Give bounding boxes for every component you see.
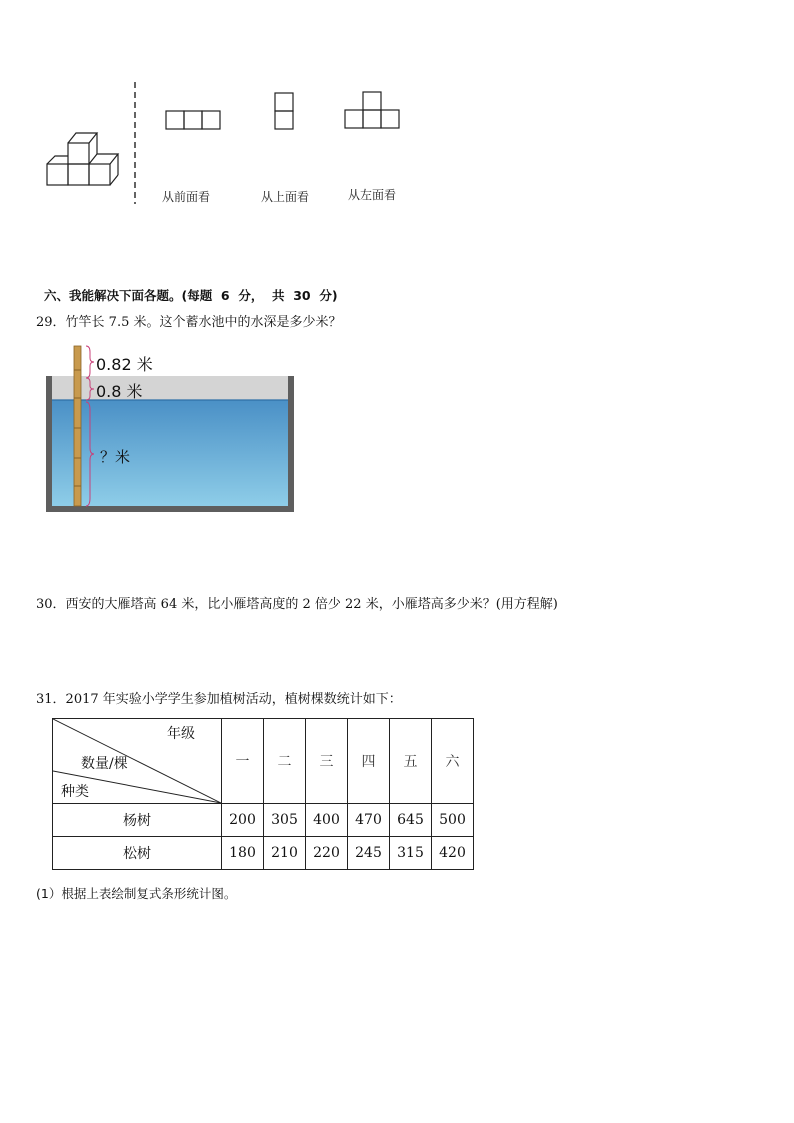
- question-31-text: 31．2017 年实验小学学生参加植树活动，植树棵数统计如下：: [36, 692, 402, 707]
- front-view-label: 从前面看: [162, 190, 211, 204]
- corner-quantity-label: 数量/棵: [81, 756, 128, 772]
- table-corner-cell: [53, 719, 222, 804]
- table-cell: 210: [264, 837, 306, 870]
- table-cell: 315: [390, 837, 432, 870]
- row-name-cell: 杨树: [53, 804, 222, 837]
- grade-header: 四: [348, 719, 390, 804]
- water-depth-label: ？米: [100, 448, 131, 466]
- row-name-cell: 松树: [53, 837, 222, 870]
- section-six-title: 六、我能解决下面各题。(每题 6 分， 共 30 分): [44, 288, 338, 303]
- left-view-figure: [344, 90, 406, 132]
- pool-illustration: [44, 340, 300, 516]
- left-view-label: 从左面看: [348, 188, 397, 202]
- tree-planting-table: [52, 718, 474, 870]
- grade-header: 二: [264, 719, 306, 804]
- question-29-text: 29．竹竿长 7.5 米。这个蓄水池中的水深是多少米？: [36, 315, 342, 330]
- table-cell: 180: [222, 837, 264, 870]
- corner-grade-label: 年级: [167, 726, 195, 742]
- table-cell: 220: [306, 837, 348, 870]
- top-view-figure: [273, 92, 297, 132]
- grade-header: 五: [390, 719, 432, 804]
- grade-header: 六: [432, 719, 474, 804]
- empty-depth-label: 0.8 米: [96, 382, 143, 401]
- table-row: [53, 837, 474, 870]
- front-view-figure: [164, 110, 224, 132]
- table-cell: 420: [432, 837, 474, 870]
- table-cell: 305: [264, 804, 306, 837]
- table-cell: 200: [222, 804, 264, 837]
- table-cell: 245: [348, 837, 390, 870]
- corner-type-label: 种类: [61, 784, 89, 800]
- cube-figure: [40, 120, 130, 200]
- pole-above-label: 0.82 米: [96, 355, 153, 374]
- table-row: [53, 804, 474, 837]
- table-cell: 470: [348, 804, 390, 837]
- question-31-sub1: (1）根据上表绘制复式条形统计图。: [36, 886, 237, 901]
- table-cell: 500: [432, 804, 474, 837]
- question-30-text: 30．西安的大雁塔高 64 米，比小雁塔高度的 2 倍少 22 米，小雁塔高多少米？(用方程解): [36, 597, 558, 612]
- top-view-label: 从上面看: [261, 190, 310, 204]
- table-header-row: [53, 719, 474, 804]
- table-cell: 645: [390, 804, 432, 837]
- grade-header: 三: [306, 719, 348, 804]
- table-cell: 400: [306, 804, 348, 837]
- dashed-divider: [130, 82, 140, 204]
- grade-header: 一: [222, 719, 264, 804]
